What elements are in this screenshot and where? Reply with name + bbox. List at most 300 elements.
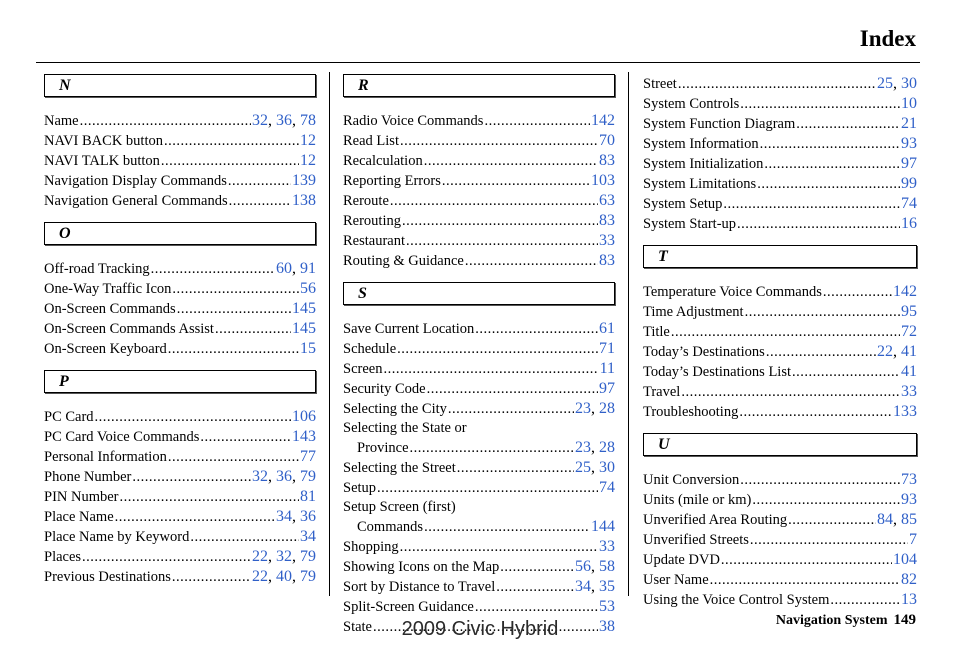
index-entry [44, 487, 316, 507]
entry-term: Travel [643, 384, 681, 400]
watermark: 2009 Civic Hybrid [401, 618, 559, 640]
index-entry [44, 131, 316, 151]
entry-term: Read List [343, 133, 399, 149]
page-link[interactable]: 35 [599, 578, 615, 595]
leader-dots [710, 571, 900, 590]
entry-term: Rerouting [343, 213, 401, 229]
page-link[interactable]: 143 [292, 428, 316, 445]
index-entry [643, 550, 917, 570]
page-link[interactable]: 74 [901, 195, 917, 212]
index-entry [343, 151, 615, 171]
page-link[interactable]: 30 [599, 459, 615, 476]
leader-dots [120, 488, 299, 507]
entry-term: System Information [643, 136, 759, 152]
page-link[interactable]: 103 [591, 172, 615, 189]
page-link[interactable]: 36 [300, 508, 316, 525]
entry-term: Save Current Location [343, 321, 475, 337]
entry-pages [599, 151, 615, 170]
index-entry [643, 322, 917, 342]
page-link[interactable]: 83 [599, 252, 615, 269]
index-entry [343, 537, 615, 557]
leader-dots [400, 538, 598, 557]
entry-pages [292, 319, 316, 338]
page-link[interactable]: 133 [893, 403, 917, 420]
leader-dots [457, 459, 574, 478]
index-entry [44, 339, 316, 359]
index-section [643, 433, 917, 610]
page-link[interactable]: 145 [292, 320, 316, 337]
entry-term: Setup [343, 480, 377, 496]
leader-dots [200, 428, 291, 447]
entry-pages [599, 379, 615, 398]
page-link[interactable]: 22 [877, 343, 893, 360]
page-link[interactable]: 30 [901, 75, 917, 92]
entry-term: PIN Number [44, 489, 119, 505]
entry-term: PC Card Voice Commands [44, 429, 200, 445]
entry-term: Time Adjustment [643, 304, 744, 320]
page-link[interactable]: 71 [599, 340, 615, 357]
entry-pages [901, 302, 917, 321]
page-link[interactable]: 73 [901, 471, 917, 488]
index-entry [44, 407, 316, 427]
leader-dots [80, 112, 251, 131]
entry-pages [575, 577, 615, 596]
page-link[interactable]: 78 [300, 112, 316, 129]
leader-dots [390, 192, 598, 211]
entry-term: Restaurant [343, 233, 406, 249]
index-entry-term-line [343, 498, 615, 517]
entry-term: Schedule [343, 341, 397, 357]
page-link[interactable]: 144 [591, 518, 615, 535]
entry-term: Place Name by Keyword [44, 529, 190, 545]
leader-dots [95, 408, 291, 427]
index-section [44, 370, 316, 587]
entry-pages [599, 597, 615, 616]
entry-pages [901, 570, 917, 589]
entry-pages [252, 547, 316, 566]
leader-dots [750, 531, 908, 550]
entry-pages [300, 339, 316, 358]
index-entry [44, 527, 316, 547]
index-entry [44, 507, 316, 527]
index-entry [643, 402, 917, 422]
index-section [343, 282, 615, 637]
leader-dots [448, 400, 574, 419]
page-link[interactable]: 53 [599, 598, 615, 615]
entry-pages [901, 382, 917, 401]
entry-pages [252, 567, 316, 586]
entry-pages [599, 251, 615, 270]
leader-dots [406, 232, 598, 251]
page-link[interactable]: 34 [300, 528, 316, 545]
page-link[interactable]: 33 [901, 383, 917, 400]
entry-term: Setup Screen (first) [343, 499, 456, 515]
page-link[interactable]: 91 [300, 260, 316, 277]
index-entry [643, 342, 917, 362]
leader-dots [151, 260, 275, 279]
entry-pages [909, 530, 917, 549]
leader-dots [745, 303, 900, 322]
index-entry [44, 279, 316, 299]
entry-pages [300, 447, 316, 466]
entry-term: Unverified Streets [643, 532, 749, 548]
index-entry [343, 379, 615, 399]
index-section [44, 74, 316, 211]
entry-term: Security Code [343, 381, 426, 397]
entry-pages [292, 407, 316, 426]
entry-term: NAVI BACK button [44, 133, 163, 149]
entry-pages [877, 74, 917, 93]
index-entry [643, 530, 917, 550]
entry-pages [292, 299, 316, 318]
entry-pages [901, 114, 917, 133]
page-link[interactable]: 34 [276, 508, 292, 525]
entry-term: Showing Icons on the Map [343, 559, 500, 575]
index-entry [44, 111, 316, 131]
leader-dots [823, 283, 892, 302]
entry-term: Title [643, 324, 670, 340]
page-link[interactable]: 32 [252, 468, 268, 485]
leader-dots [383, 360, 598, 379]
entry-pages [591, 111, 615, 130]
index-entry [643, 570, 917, 590]
page-link[interactable]: 41 [901, 343, 917, 360]
section-letter: S [343, 282, 615, 305]
page-link[interactable]: 63 [599, 192, 615, 209]
index-entry [643, 214, 917, 234]
entry-pages [599, 319, 615, 338]
leader-dots [215, 320, 291, 339]
entry-pages [901, 154, 917, 173]
index-entry [643, 154, 917, 174]
page-link[interactable]: 36 [276, 112, 292, 129]
entry-pages [276, 507, 316, 526]
entry-term: On-Screen Commands [44, 301, 176, 317]
index-section [643, 74, 917, 234]
index-entry [343, 577, 615, 597]
page-link[interactable]: 16 [901, 215, 917, 232]
entry-term: On-Screen Commands Assist [44, 321, 214, 337]
entry-pages [599, 211, 615, 230]
leader-dots [737, 215, 900, 234]
page-link[interactable]: 104 [893, 551, 917, 568]
page-link[interactable]: 145 [292, 300, 316, 317]
index-entry [44, 547, 316, 567]
entry-term: Update DVD [643, 552, 720, 568]
page-link[interactable]: 36 [276, 468, 292, 485]
page-link[interactable]: 28 [599, 400, 615, 417]
entry-pages [893, 550, 917, 569]
index-entry-term-line [343, 419, 615, 438]
leader-dots [397, 340, 598, 359]
page-link[interactable]: 79 [300, 468, 316, 485]
index-entry [44, 319, 316, 339]
entry-term: Reroute [343, 193, 389, 209]
leader-dots [757, 175, 900, 194]
entry-pages [901, 94, 917, 113]
page-link[interactable]: 81 [300, 488, 316, 505]
leader-dots [764, 155, 900, 174]
leader-dots [475, 598, 598, 617]
page-separator: , [268, 548, 276, 565]
page-link[interactable]: 60 [276, 260, 292, 277]
entry-pages [877, 510, 917, 529]
entry-term: Place Name [44, 509, 114, 525]
leader-dots [484, 112, 590, 131]
index-entry [343, 191, 615, 211]
index-entry [44, 447, 316, 467]
page-link[interactable]: 77 [300, 448, 316, 465]
index-entry [343, 557, 615, 577]
index-column-1 [44, 74, 316, 598]
entry-pages [252, 111, 316, 130]
page-link[interactable]: 33 [599, 538, 615, 555]
entry-pages [599, 478, 615, 497]
index-entry [44, 191, 316, 211]
page-link[interactable]: 79 [300, 548, 316, 565]
page-separator: , [893, 511, 901, 528]
index-entry [643, 174, 917, 194]
page-link[interactable]: 33 [599, 232, 615, 249]
page-link[interactable]: 83 [599, 212, 615, 229]
page-link[interactable]: 32 [276, 548, 292, 565]
entry-pages [599, 231, 615, 250]
leader-dots [377, 479, 598, 498]
page-link[interactable]: 15 [300, 340, 316, 357]
page-link[interactable]: 12 [300, 152, 316, 169]
page-link[interactable]: 106 [292, 408, 316, 425]
leader-dots [788, 511, 876, 530]
entry-term: Selecting the State or [343, 420, 467, 436]
entry-pages [300, 151, 316, 170]
entry-term: Name [44, 113, 79, 129]
page-link[interactable]: 23 [575, 400, 591, 417]
entry-pages [300, 279, 316, 298]
entry-pages [901, 214, 917, 233]
index-entry [643, 382, 917, 402]
entry-pages [893, 402, 917, 421]
leader-dots [400, 132, 598, 151]
page-link[interactable]: 97 [599, 380, 615, 397]
index-entry [343, 171, 615, 191]
entry-term: Split-Screen Guidance [343, 599, 474, 615]
leader-dots [760, 135, 900, 154]
entry-term: Reporting Errors [343, 173, 441, 189]
leader-dots [740, 471, 900, 490]
page-link[interactable]: 11 [599, 360, 615, 377]
leader-dots [475, 320, 598, 339]
page-link[interactable]: 25 [575, 459, 591, 476]
entry-pages [901, 194, 917, 213]
entry-pages [901, 174, 917, 193]
page-link[interactable]: 84 [877, 511, 893, 528]
entry-pages [276, 259, 316, 278]
index-entry [343, 438, 615, 458]
index-section [643, 245, 917, 422]
entry-term: Recalculation [343, 153, 423, 169]
index-entry [643, 510, 917, 530]
page-link[interactable]: 58 [599, 558, 615, 575]
index-column-2 [343, 74, 615, 648]
page-link[interactable]: 82 [901, 571, 917, 588]
entry-term: Today’s Destinations List [643, 364, 792, 380]
leader-dots [496, 578, 574, 597]
page-separator: , [292, 508, 300, 525]
index-entry [643, 362, 917, 382]
page-separator: , [268, 468, 276, 485]
index-section [343, 74, 615, 271]
leader-dots [402, 212, 598, 231]
leader-dots [168, 340, 299, 359]
entry-pages [599, 131, 615, 150]
index-entry [643, 282, 917, 302]
leader-dots [766, 343, 876, 362]
page-link[interactable]: 83 [599, 152, 615, 169]
entry-term: Off-road Tracking [44, 261, 150, 277]
footer-label: Navigation System [775, 613, 888, 628]
index-entry [44, 467, 316, 487]
entry-pages [901, 590, 917, 609]
index-entry [343, 359, 615, 379]
index-entry [643, 590, 917, 610]
leader-dots [739, 403, 892, 422]
page-link[interactable]: 97 [901, 155, 917, 172]
leader-dots [172, 280, 299, 299]
page-link[interactable]: 21 [901, 115, 917, 132]
entry-term: Unverified Area Routing [643, 512, 788, 528]
page-link[interactable]: 142 [893, 283, 917, 300]
entry-term: Street [643, 76, 677, 92]
index-entry [343, 111, 615, 131]
index-entry [44, 171, 316, 191]
page-link[interactable]: 142 [591, 112, 615, 129]
section-letter: U [643, 433, 917, 456]
index-entry [343, 131, 615, 151]
leader-dots [792, 363, 900, 382]
entry-term: Troubleshooting [643, 404, 739, 420]
page-separator: , [292, 468, 300, 485]
page-link[interactable]: 95 [901, 303, 917, 320]
page-link[interactable]: 72 [901, 323, 917, 340]
page-link[interactable]: 10 [901, 95, 917, 112]
entry-term: System Function Diagram [643, 116, 796, 132]
entry-term: On-Screen Keyboard [44, 341, 167, 357]
index-entry [643, 470, 917, 490]
leader-dots [164, 132, 299, 151]
index-entry [343, 458, 615, 478]
index-entry [343, 231, 615, 251]
page-link[interactable]: 38 [599, 618, 615, 635]
index-entry [44, 259, 316, 279]
page-link[interactable]: 61 [599, 320, 615, 337]
page-link[interactable]: 79 [300, 568, 316, 585]
leader-dots [168, 448, 299, 467]
page-link[interactable]: 56 [575, 558, 591, 575]
entry-pages [877, 342, 917, 361]
page-separator: , [292, 112, 300, 129]
section-letter: O [44, 222, 316, 245]
index-entry [343, 251, 615, 271]
entry-pages [901, 134, 917, 153]
page-link[interactable]: 23 [575, 439, 591, 456]
entry-term: Places [44, 549, 82, 565]
entry-pages [252, 467, 316, 486]
page-link[interactable]: 85 [901, 511, 917, 528]
page-link[interactable]: 32 [252, 112, 268, 129]
page-link[interactable]: 139 [292, 172, 316, 189]
section-letter: N [44, 74, 316, 97]
entry-term: Screen [343, 361, 383, 377]
leader-dots [424, 518, 590, 537]
leader-dots [115, 508, 275, 527]
entry-term: Units (mile or km) [643, 492, 752, 508]
page-link[interactable]: 70 [599, 132, 615, 149]
page-separator: , [591, 578, 599, 595]
column-divider [329, 72, 330, 596]
index-entry [343, 211, 615, 231]
page-link[interactable]: 74 [599, 479, 615, 496]
entry-term: Shopping [343, 539, 399, 555]
leader-dots [161, 152, 299, 171]
index-entry [44, 567, 316, 587]
entry-pages [300, 131, 316, 150]
page-link[interactable]: 99 [901, 175, 917, 192]
entry-pages [300, 487, 316, 506]
page-link[interactable]: 7 [909, 531, 917, 548]
entry-pages [300, 527, 316, 546]
entry-term: System Limitations [643, 176, 757, 192]
index-entry [643, 114, 917, 134]
leader-dots [678, 75, 876, 94]
page-link[interactable]: 40 [276, 568, 292, 585]
page-link[interactable]: 34 [575, 578, 591, 595]
index-entry [643, 74, 917, 94]
page-link[interactable]: 22 [252, 568, 268, 585]
entry-pages [292, 171, 316, 190]
leader-dots [671, 323, 900, 342]
entry-term: Sort by Distance to Travel [343, 579, 496, 595]
page-link[interactable]: 93 [901, 491, 917, 508]
entry-term: NAVI TALK button [44, 153, 160, 169]
leader-dots [681, 383, 900, 402]
entry-pages [599, 339, 615, 358]
page-title: Index [859, 26, 916, 51]
index-entry [643, 194, 917, 214]
entry-pages [575, 458, 615, 477]
page-link[interactable]: 13 [901, 591, 917, 608]
section-letter: P [44, 370, 316, 393]
page-link[interactable]: 56 [300, 280, 316, 297]
leader-dots [465, 252, 598, 271]
index-entry [44, 151, 316, 171]
leader-dots [442, 172, 590, 191]
entry-pages [575, 557, 615, 576]
leader-dots [752, 491, 900, 510]
entry-term: Navigation General Commands [44, 193, 228, 209]
page-link[interactable]: 28 [599, 439, 615, 456]
column-divider [628, 72, 629, 596]
page-link[interactable]: 138 [292, 192, 316, 209]
page-link[interactable]: 12 [300, 132, 316, 149]
page-number: 149 [893, 612, 916, 628]
page-link[interactable]: 41 [901, 363, 917, 380]
page-link[interactable]: 93 [901, 135, 917, 152]
page-link[interactable]: 25 [877, 75, 893, 92]
entry-term: Using the Voice Control System [643, 592, 830, 608]
page-separator: , [292, 260, 300, 277]
index-entry [343, 399, 615, 419]
page-link[interactable]: 22 [252, 548, 268, 565]
